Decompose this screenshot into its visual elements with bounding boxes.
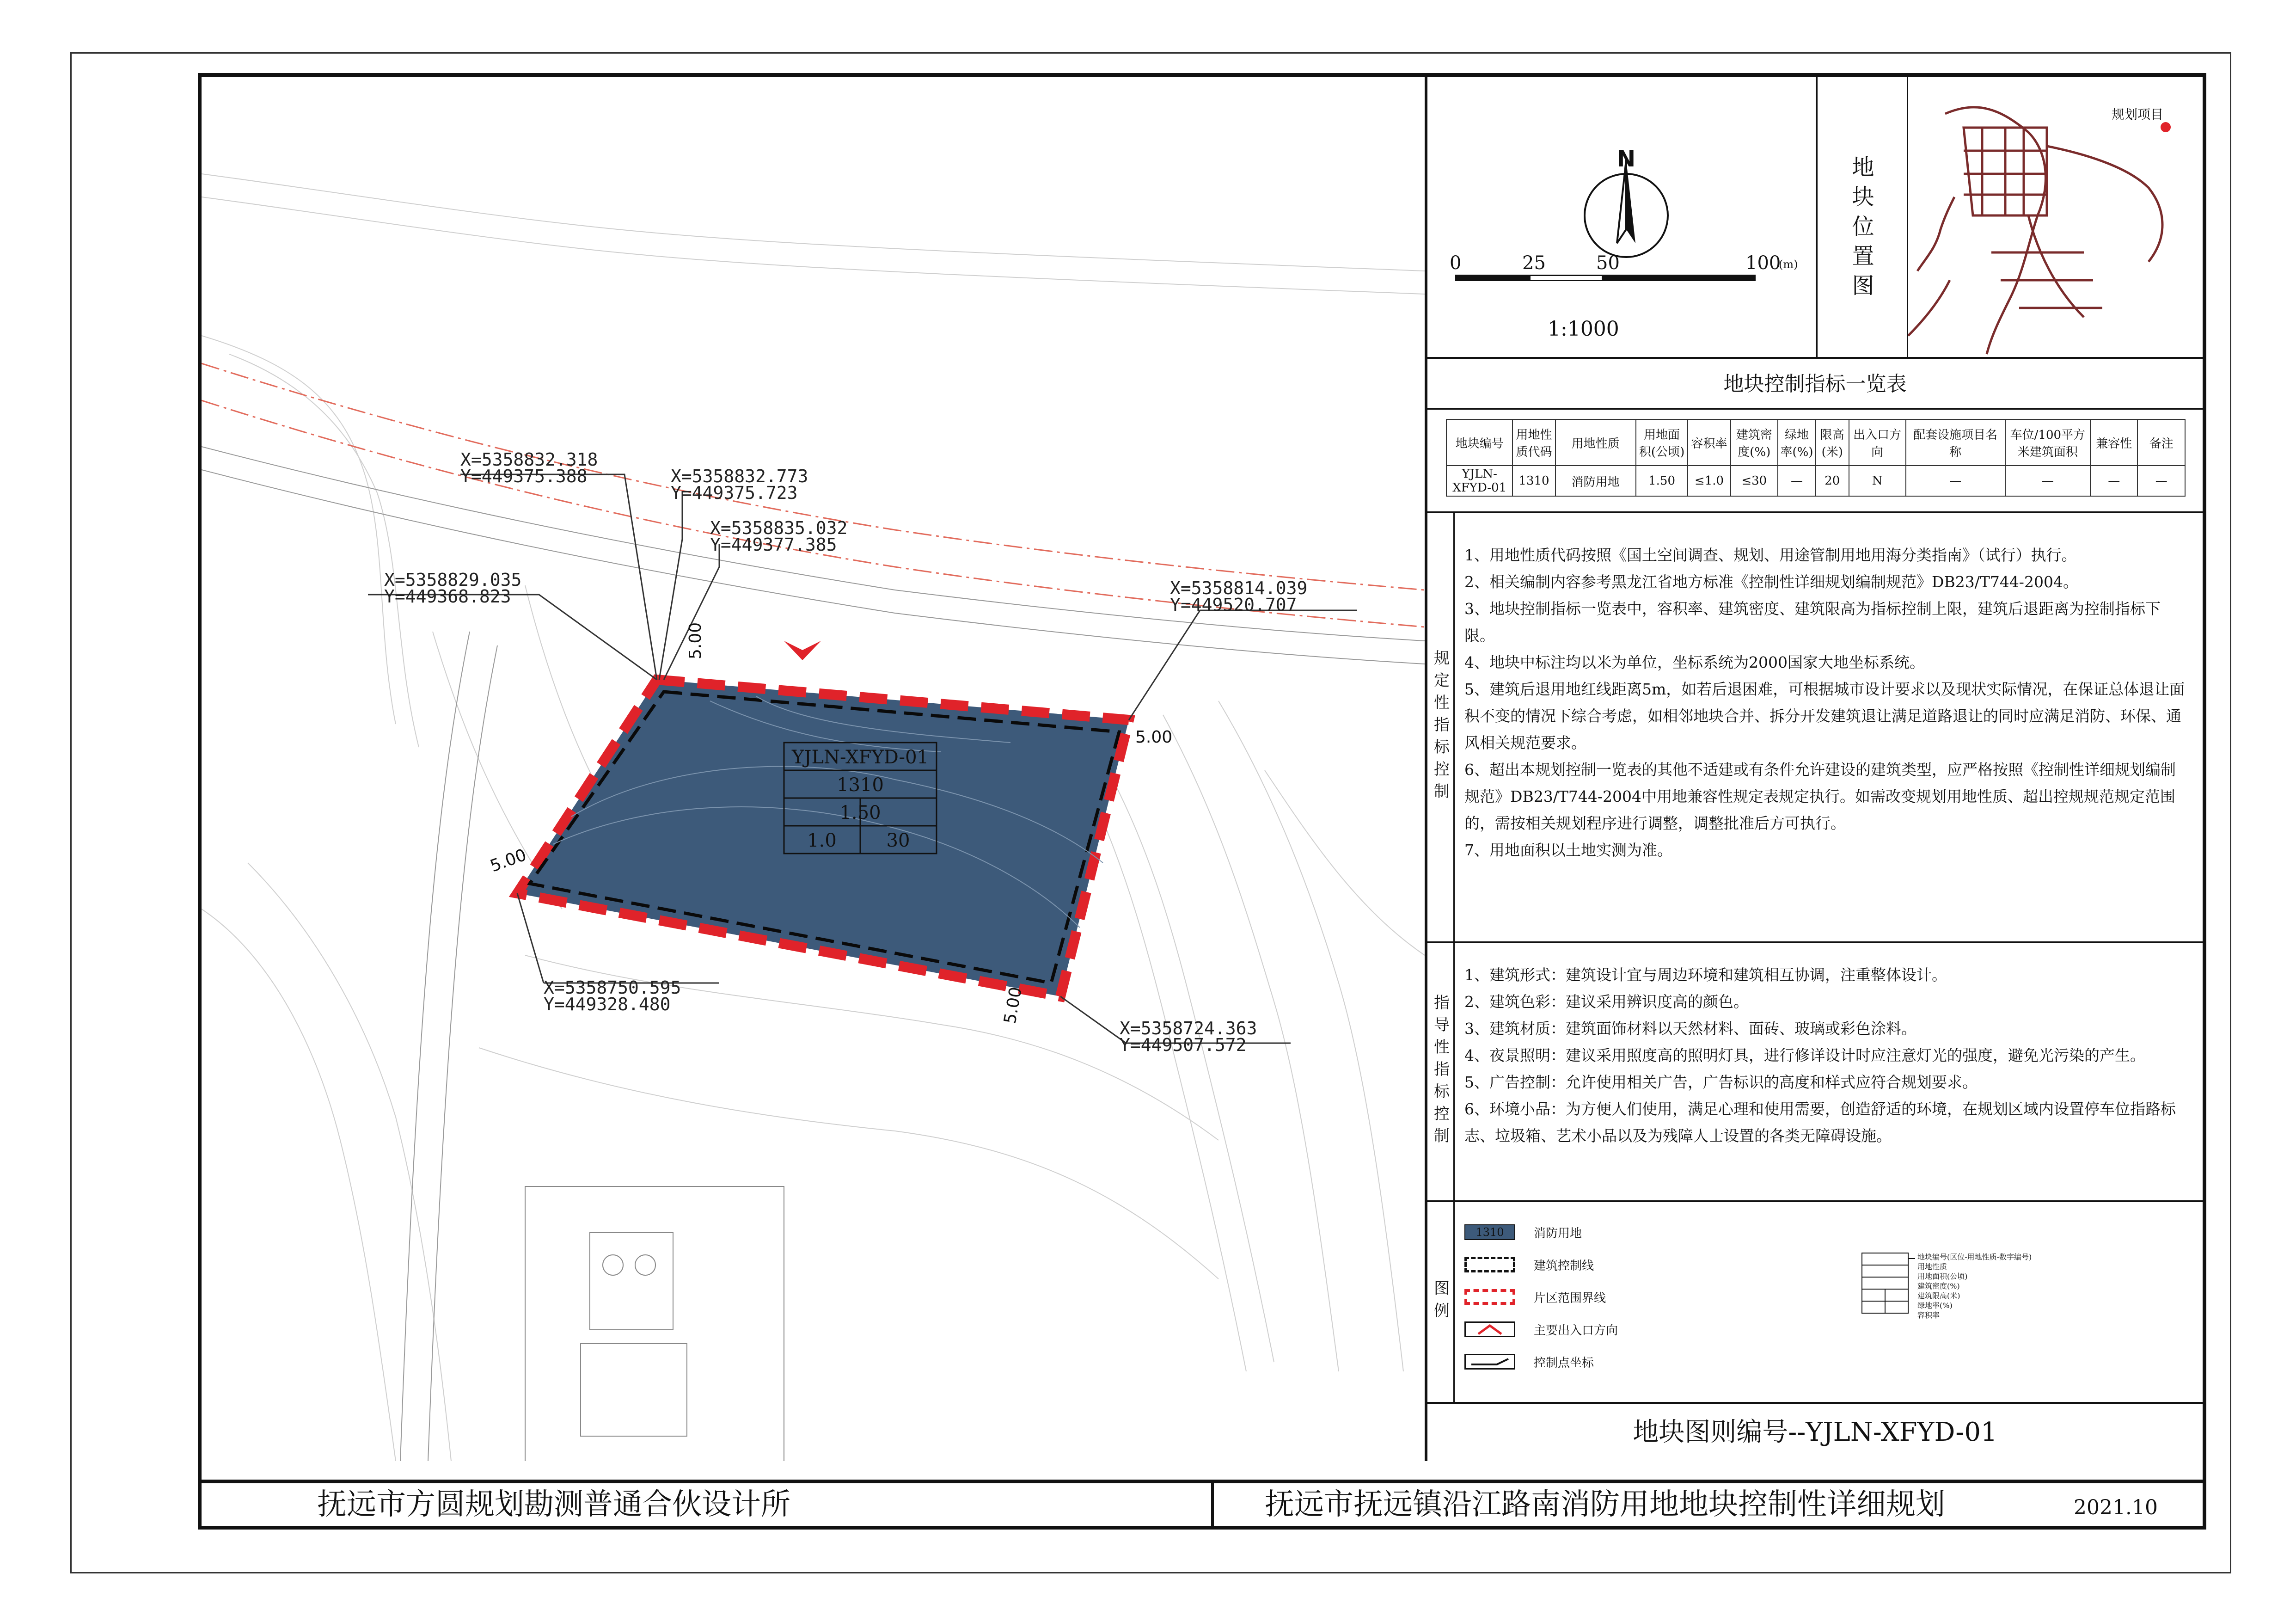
- label-box-diagram: [1860, 1248, 2045, 1369]
- legend-item-coordinate: [1464, 1346, 1788, 1378]
- location-map[interactable]: [1908, 77, 2203, 359]
- scale-tick-25: 25: [1522, 252, 1546, 274]
- td-parcel-code: YJLN-XFYD-01: [1446, 466, 1512, 496]
- legend-label-fire-land: 消防用地: [1534, 1226, 1582, 1241]
- regulatory-note-2: 2、相关编制内容参考黑龙江省地方标准《控制性详细规划编制规范》DB23/T744-2004。: [1464, 573, 2078, 591]
- entrance-arrow-icon: [784, 641, 821, 660]
- diagram-label-density: 建筑密度(%): [1917, 1282, 1960, 1290]
- diagram-label-far: 容积率: [1917, 1311, 1940, 1320]
- th-use: 用地性质: [1555, 419, 1636, 466]
- parcel-far-text: 1.0: [807, 830, 837, 851]
- coordinate-label-6: X=5358750.595 Y=449328.480: [544, 977, 681, 1014]
- entrance-swatch: [1464, 1321, 1515, 1337]
- parcel-density-text: 30: [886, 830, 910, 851]
- parcel-area-text: 1.50: [839, 802, 881, 823]
- guidance-note-2: 2、建筑色彩：建议采用辨识度高的颜色。: [1464, 993, 1749, 1011]
- regulatory-note-4: 4、地块中标注均以米为单位，坐标系统为2000国家大地坐标系统。: [1464, 653, 1925, 671]
- legend-label: 图例: [1431, 1280, 1450, 1324]
- control-line-swatch: [1464, 1257, 1515, 1272]
- designer-name: 抚远市方圆规划勘测普通合伙设计所: [202, 1483, 1214, 1526]
- legend-list: [1464, 1216, 1788, 1378]
- td-density: ≤30: [1731, 466, 1778, 496]
- guidance-label-cell: [1427, 943, 1455, 1200]
- legend-label-entrance: 主要出入口方向: [1534, 1323, 1618, 1338]
- diagram-label-green: 绿地率(%): [1917, 1301, 1953, 1310]
- diagram-label-use: 用地性质: [1917, 1262, 1947, 1271]
- regulatory-note-6: 6、超出本规划控制一览表的其他不适建或有条件允许建设的建筑类型，应严格按照《控制性详细规划编制规范》DB23/T744-2004中用地兼容性规定表规定执行。如需改变规划用地性质、超出控规规范规定范围的，需按相关规划程序进行调整，调整批准后方可执行。: [1464, 761, 2176, 832]
- regulatory-notes: [1464, 542, 2190, 864]
- legend-label-cell: [1427, 1202, 1455, 1402]
- north-label: N: [1616, 146, 1636, 172]
- coordinate-label-2: X=5358832.773 Y=449375.723: [671, 466, 808, 503]
- setback-label-west: 5.00: [488, 845, 529, 876]
- indicator-table-title: 地块控制指标一览表: [1427, 359, 2203, 410]
- th-facilities: 配套设施项目名称: [1906, 419, 2005, 466]
- coordinate-label-4: X=5358829.035 Y=449368.823: [384, 570, 522, 607]
- th-entrance: 出入口方向: [1849, 419, 1906, 466]
- label-box-diagram-graphic: [1860, 1248, 1915, 1369]
- regulatory-note-7: 7、用地面积以土地实测为准。: [1464, 841, 1672, 859]
- th-usecode: 用地性质代码: [1512, 419, 1555, 466]
- td-usecode: 1310: [1512, 466, 1555, 496]
- scale-bar: [1455, 275, 1733, 281]
- legend-item-boundary: [1464, 1281, 1788, 1313]
- guidance-section: [1427, 941, 2203, 1200]
- td-remark: —: [2137, 466, 2185, 496]
- legend-item-entrance: [1464, 1313, 1788, 1346]
- drawing-number: 地块图则编号--YJLN-XFYD-01: [1633, 1417, 1997, 1447]
- coordinate-label-5: X=5358814.039 Y=449520.707: [1170, 578, 1308, 615]
- scale-ratio: 1:1000: [1548, 317, 1619, 341]
- guidance-note-5: 5、广告控制：允许使用相关广告，广告标识的高度和样式应符合规划要求。: [1464, 1073, 1978, 1091]
- regulatory-note-3: 3、地块控制指标一览表中，容积率、建筑密度、建筑限高为指标控制上限，建筑后退距离为控制指标下限。: [1464, 600, 2161, 645]
- guidance-note-6: 6、环境小品：为方便人们使用，满足心理和使用需要，创造舒适的环境，在规划区域内设置停车位指路标志、垃圾箱、艺术小品以及为残障人士设置的各类无障碍设施。: [1464, 1100, 2176, 1145]
- th-height: 限高(米): [1816, 419, 1849, 466]
- td-use: 消防用地: [1555, 466, 1636, 496]
- label-box-diagram-legend: [1917, 1252, 2032, 1320]
- entrance-arrow-legend-icon: [1476, 1324, 1504, 1335]
- project-location-label: 规划项目: [2112, 107, 2164, 122]
- td-facilities: —: [1906, 466, 2005, 496]
- td-compat: —: [2090, 466, 2137, 496]
- guidance-note-3: 3、建筑材质：建筑面饰材料以天然材料、面砖、玻璃或彩色涂料。: [1464, 1020, 1916, 1038]
- location-title-cell: [1816, 77, 1908, 359]
- building-compound: [525, 1186, 784, 1461]
- regulatory-note-1: 1、用地性质代码按照《国土空间调查、规划、用途管制用地用海分类指南》（试行）执行。: [1464, 546, 2077, 564]
- diagram-label-area: 用地面积(公顷): [1917, 1272, 1968, 1281]
- regulatory-note-5: 5、建筑后退用地红线距离5m，如若后退困难，可根据城市设计要求以及现状实际情况，在保证总体退让面积不变的情况下综合考虑，如相邻地块合并、拆分开发建筑退让满足道路退让的同时应满足消防、环保、通风相关规范要求。: [1464, 680, 2185, 752]
- coordinate-label-7: X=5358724.363 Y=449507.572: [1120, 1018, 1257, 1055]
- td-area: 1.50: [1636, 466, 1688, 496]
- coordinate-label-1: X=5358832.318 Y=449375.388: [460, 449, 598, 486]
- legend-item-control-line: [1464, 1248, 1788, 1281]
- project-location-marker-icon: [2161, 122, 2171, 132]
- td-height: 20: [1816, 466, 1849, 496]
- legend-label-control-line: 建筑控制线: [1534, 1259, 1594, 1273]
- setback-label-south: 5.00: [1000, 985, 1026, 1026]
- th-green: 绿地率(%): [1778, 419, 1816, 466]
- boundary-swatch: [1464, 1289, 1515, 1305]
- guidance-label: 指导性指标控制: [1431, 994, 1450, 1149]
- map-view[interactable]: [202, 77, 1425, 1461]
- compass-scale-section: [1427, 77, 1818, 359]
- coordinate-swatch: [1464, 1354, 1515, 1370]
- guidance-note-1: 1、建筑形式：建筑设计宜与周边环境和建筑相互协调，注重整体设计。: [1464, 966, 1947, 984]
- coordinate-label-3: X=5358835.032 Y=449377.385: [710, 518, 848, 555]
- indicator-table: [1446, 419, 2186, 497]
- project-title: 抚远市抚远镇沿江路南消防用地地块控制性详细规划: [1265, 1487, 1945, 1522]
- fire-land-swatch: 1310: [1464, 1224, 1515, 1240]
- regulatory-label: 规定性指标控制: [1431, 650, 1450, 805]
- td-entrance: N: [1849, 466, 1906, 496]
- td-parking: —: [2005, 466, 2090, 496]
- diagram-label-height: 建筑限高(米): [1917, 1291, 1960, 1300]
- legend-item-fire-land: [1464, 1216, 1788, 1248]
- diagram-label-code: 地块编号(区位-用地性质-数字编号): [1917, 1253, 2032, 1261]
- th-far: 容积率: [1688, 419, 1730, 466]
- scale-unit: (m): [1779, 258, 1798, 271]
- legend-label-coordinate: 控制点坐标: [1534, 1356, 1594, 1370]
- th-parking: 车位/100平方米建筑面积: [2005, 419, 2090, 466]
- scale-tick-0: 0: [1450, 252, 1462, 274]
- setback-label-east: 5.00: [1135, 728, 1173, 747]
- info-panel: [1425, 77, 2203, 1461]
- regulatory-section: [1427, 511, 2203, 941]
- td-green: —: [1778, 466, 1816, 496]
- th-remark: 备注: [2137, 419, 2185, 466]
- legend-section: [1427, 1200, 2203, 1404]
- scale-tick-100: 100: [1745, 252, 1781, 274]
- guidance-note-4: 4、夜景照明：建议采用照度高的照明灯具，进行修详设计时应注意灯光的强度，避免光污染的产生。: [1464, 1046, 2145, 1064]
- regulatory-label-cell: [1427, 513, 1455, 941]
- map-canvas: [202, 77, 1425, 1461]
- th-compat: 兼容性: [2090, 419, 2137, 466]
- legend-label-boundary: 片区范围界线: [1534, 1291, 1606, 1305]
- th-parcel-code: 地块编号: [1446, 419, 1512, 466]
- setback-label-north: 5.00: [686, 622, 705, 659]
- td-far: ≤1.0: [1688, 466, 1730, 496]
- parcel-usecode-text: 1310: [837, 774, 884, 796]
- guidance-notes: [1464, 962, 2190, 1149]
- scale-tick-50: 50: [1596, 252, 1620, 274]
- th-area: 用地面积(公顷): [1636, 419, 1688, 466]
- location-map-title: 地块位置图: [1848, 155, 1874, 303]
- parcel-code-text: YJLN-XFYD-01: [792, 747, 929, 768]
- project-date: 2021.10: [2074, 1496, 2158, 1519]
- coordinate-leader-icon: [1469, 1357, 1511, 1366]
- title-block: [202, 1480, 2203, 1526]
- th-density: 建筑密度(%): [1731, 419, 1778, 466]
